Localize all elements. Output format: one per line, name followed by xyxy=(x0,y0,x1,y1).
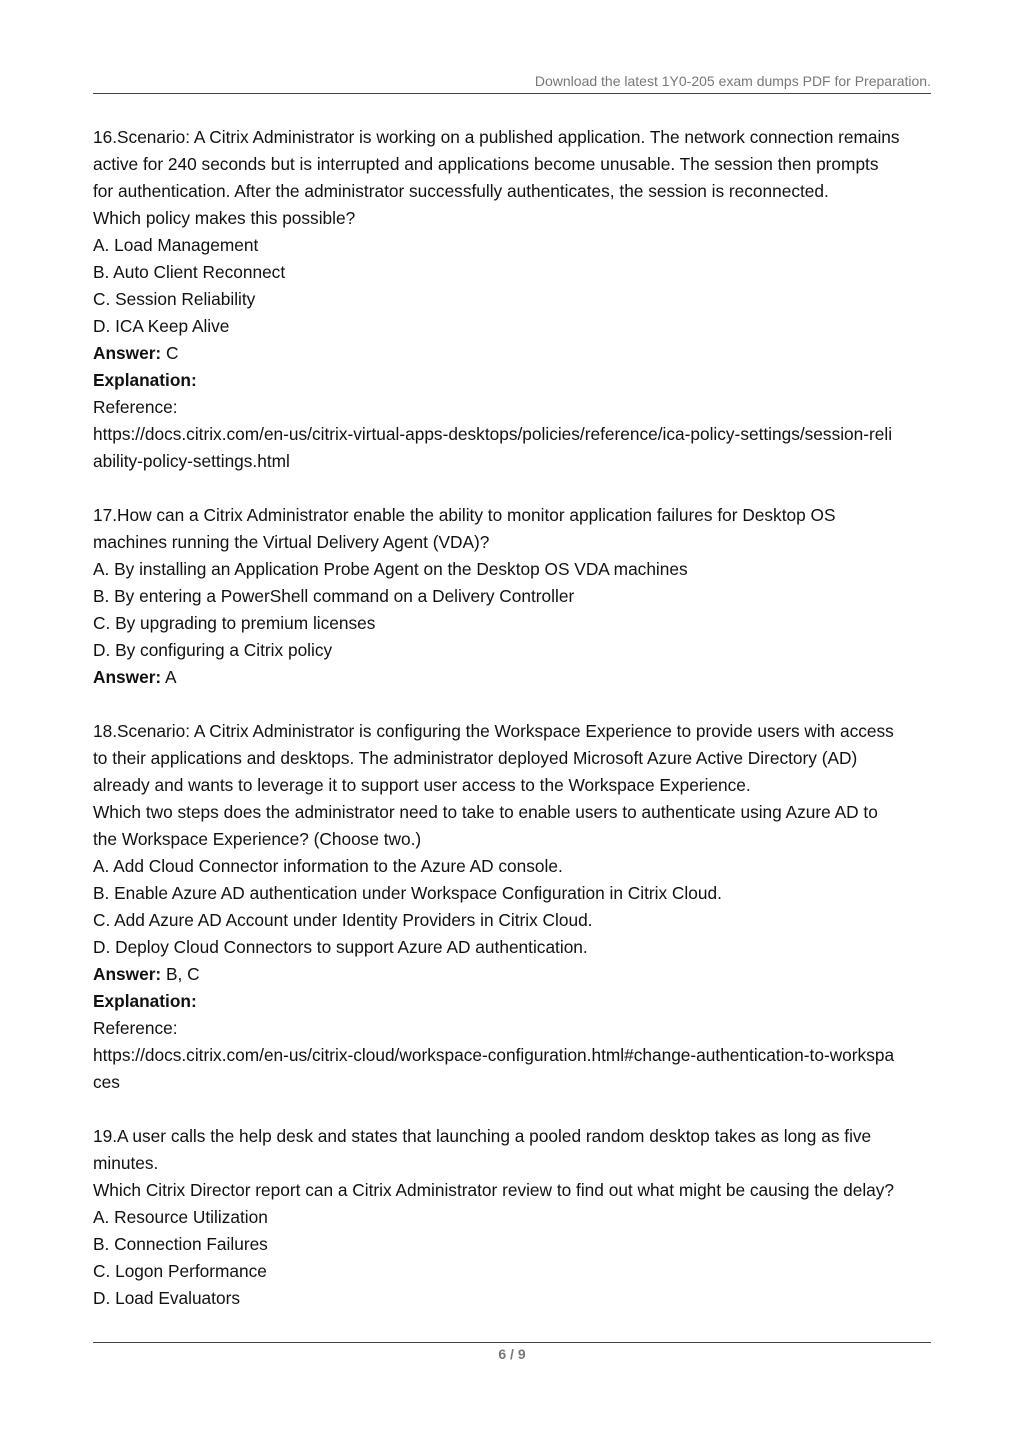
answer-option: A. Add Cloud Connector information to the Azure AD console. xyxy=(93,856,563,876)
question-text: 17.How can a Citrix Administrator enable the ability to monitor application failures for Desktop OS xyxy=(93,505,836,525)
answer-value: A xyxy=(161,667,177,687)
question-text: Which two steps does the administrator need to take to enable users to authenticate using Azure AD to xyxy=(93,802,878,822)
reference-label: Reference: xyxy=(93,397,178,417)
reference-url: https://docs.citrix.com/en-us/citrix-virtual-apps-desktops/policies/reference/ica-policy-settings/session-reli xyxy=(93,424,893,444)
question-text: 16.Scenario: A Citrix Administrator is working on a published application. The network connection remains xyxy=(93,127,900,147)
question-17 xyxy=(93,502,938,691)
question-text: active for 240 seconds but is interrupted and applications become unusable. The session then prompts xyxy=(93,154,879,174)
answer-option: B. By entering a PowerShell command on a Delivery Controller xyxy=(93,586,575,606)
question-text: Which Citrix Director report can a Citrix Administrator review to find out what might be causing the delay? xyxy=(93,1180,895,1200)
answer-line xyxy=(93,664,938,691)
answer-option: D. Deploy Cloud Connectors to support Azure AD authentication. xyxy=(93,937,588,957)
page-content xyxy=(93,124,938,1312)
answer-value: C xyxy=(161,343,179,363)
footer-divider xyxy=(93,1342,931,1343)
question-text: already and wants to leverage it to support user access to the Workspace Experience. xyxy=(93,775,751,795)
answer-value: B, C xyxy=(161,964,200,984)
answer-option: B. Enable Azure AD authentication under Workspace Configuration in Citrix Cloud. xyxy=(93,883,722,903)
question-text: Which policy makes this possible? xyxy=(93,208,356,228)
question-text: minutes. xyxy=(93,1153,159,1173)
answer-line xyxy=(93,340,938,367)
question-19 xyxy=(93,1123,938,1312)
page-number: 6 / 9 xyxy=(498,1346,526,1362)
spacer xyxy=(93,1096,938,1123)
question-text: for authentication. After the administrator successfully authenticates, the session is reconnected. xyxy=(93,181,829,201)
question-text: to their applications and desktops. The administrator deployed Microsoft Azure Active Directory (AD) xyxy=(93,748,858,768)
answer-option: A. By installing an Application Probe Agent on the Desktop OS VDA machines xyxy=(93,559,688,579)
answer-option: C. Logon Performance xyxy=(93,1261,267,1281)
reference-url: https://docs.citrix.com/en-us/citrix-cloud/workspace-configuration.html#change-authentication-to-workspa xyxy=(93,1045,895,1065)
question-text: 19.A user calls the help desk and states that launching a pooled random desktop takes as long as five xyxy=(93,1126,872,1146)
question-18 xyxy=(93,718,938,1096)
answer-option: D. ICA Keep Alive xyxy=(93,316,230,336)
answer-option: D. By configuring a Citrix policy xyxy=(93,640,333,660)
answer-label: Answer: xyxy=(93,343,162,363)
answer-option: B. Auto Client Reconnect xyxy=(93,262,286,282)
question-text: the Workspace Experience? (Choose two.) xyxy=(93,829,422,849)
answer-option: C. By upgrading to premium licenses xyxy=(93,613,376,633)
answer-option: C. Session Reliability xyxy=(93,289,256,309)
answer-option: C. Add Azure AD Account under Identity Providers in Citrix Cloud. xyxy=(93,910,593,930)
reference-label: Reference: xyxy=(93,1018,178,1038)
spacer xyxy=(93,691,938,718)
question-text: machines running the Virtual Delivery Agent (VDA)? xyxy=(93,532,490,552)
answer-option: B. Connection Failures xyxy=(93,1234,268,1254)
answer-line xyxy=(93,961,938,988)
question-16 xyxy=(93,124,938,475)
answer-label: Answer: xyxy=(93,964,162,984)
reference-url: ability-policy-settings.html xyxy=(93,451,290,471)
answer-option: A. Load Management xyxy=(93,235,259,255)
answer-option: A. Resource Utilization xyxy=(93,1207,268,1227)
spacer xyxy=(93,475,938,502)
explanation-label: Explanation: xyxy=(93,991,197,1011)
answer-label: Answer: xyxy=(93,667,162,687)
question-text: 18.Scenario: A Citrix Administrator is configuring the Workspace Experience to provide users with access xyxy=(93,721,894,741)
page-header: Download the latest 1Y0-205 exam dumps PDF for Preparation. xyxy=(534,73,931,89)
header-divider xyxy=(93,93,931,94)
answer-option: D. Load Evaluators xyxy=(93,1288,240,1308)
explanation-label: Explanation: xyxy=(93,370,197,390)
reference-url: ces xyxy=(93,1072,120,1092)
